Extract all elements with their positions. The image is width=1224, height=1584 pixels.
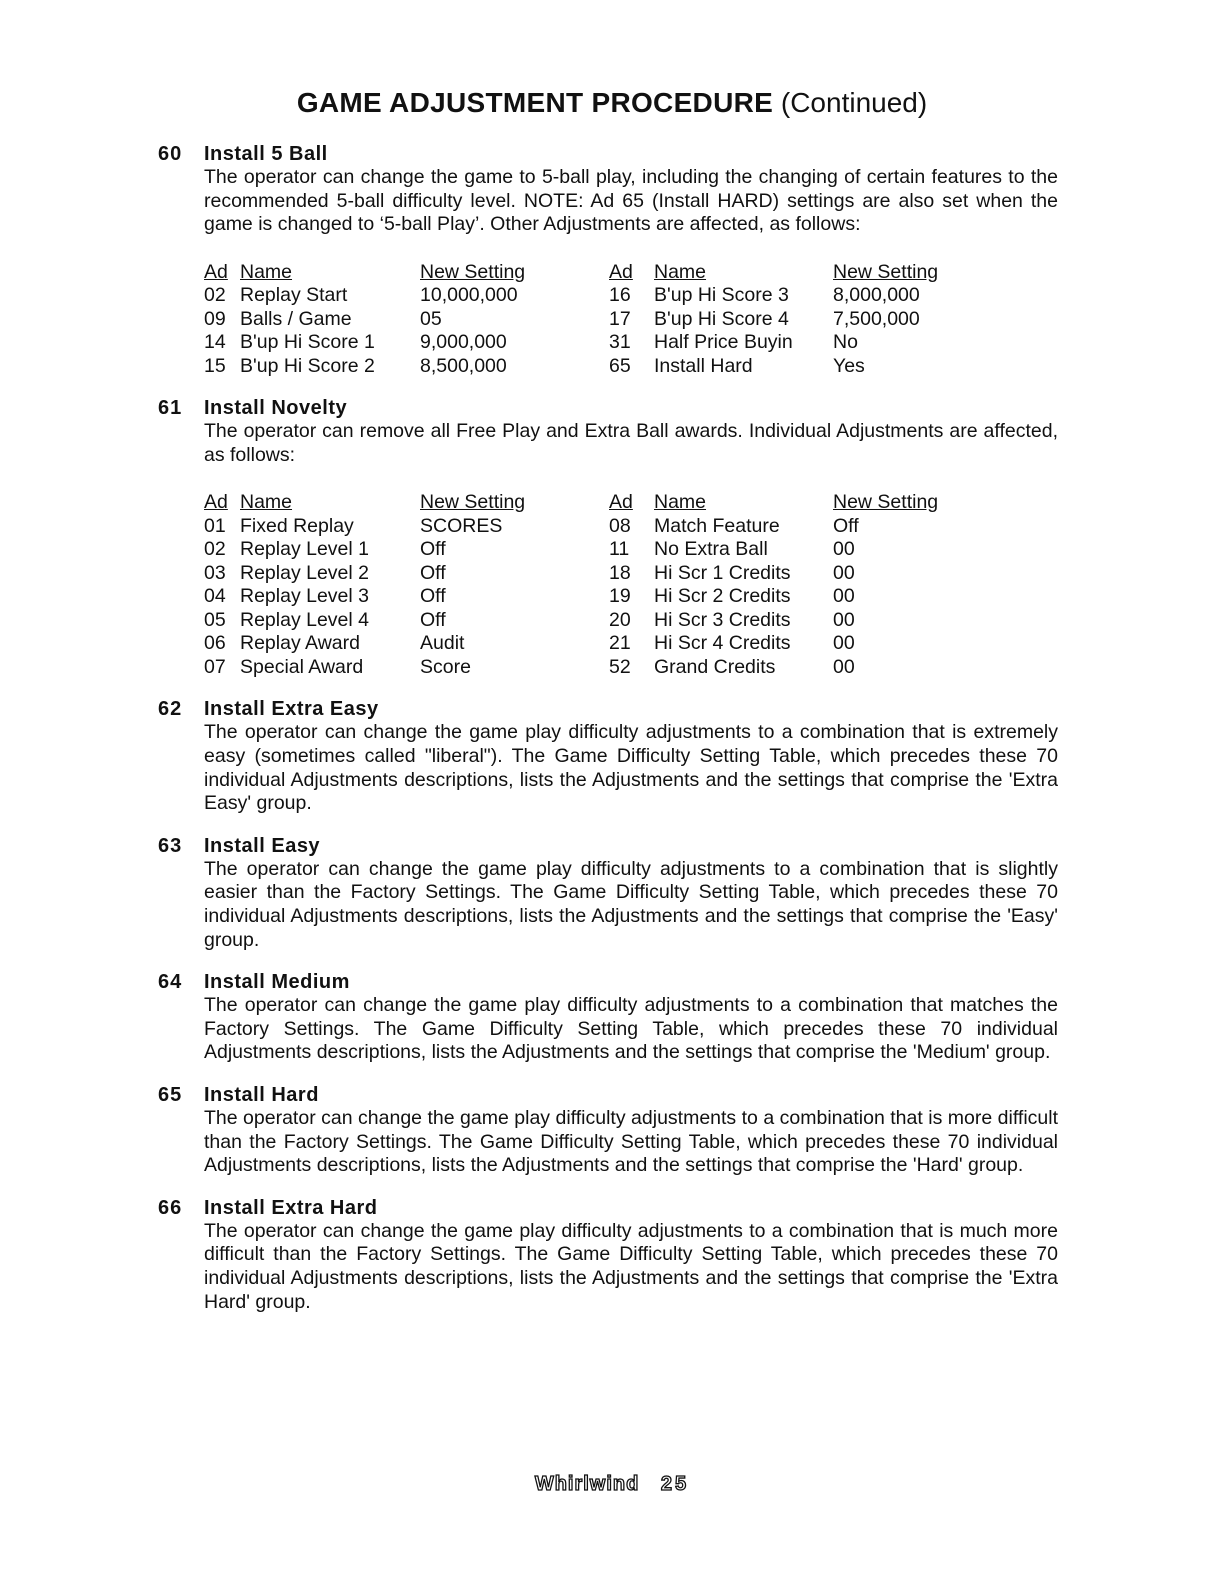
section-description: The operator can remove all Free Play and Extra Ball awards. Individual Adjustments are affected, as follows: [204,420,1058,466]
new-setting: No [833,331,858,354]
adjustment-name: Replay Start [240,284,348,307]
column-header-setting: New Setting [420,491,526,514]
column-header-name: Name [654,491,707,514]
page-title [0,84,1224,122]
section-66-install-extra-hard [158,1196,1058,1314]
ad-number: 02 [204,284,226,307]
table-row [204,632,938,656]
adjustment-name: B'up Hi Score 2 [240,354,375,377]
ad-number: 03 [204,561,226,584]
section-body [204,166,1058,378]
adjustment-name: Replay Award [240,632,360,655]
table-row [204,515,938,539]
new-setting: 00 [833,538,855,561]
new-setting: Off [420,538,446,561]
new-setting: SCORES [420,514,503,537]
adjustment-name: Match Feature [654,514,780,537]
section-title: Install Extra Easy [204,698,379,721]
ad-number: 21 [609,632,631,655]
section-number: 60 [158,143,183,165]
section-number: 64 [158,971,183,994]
table-row [204,284,938,308]
column-header-setting: New Setting [420,260,526,283]
adjustment-name: Balls / Game [240,307,352,330]
ad-number: 17 [609,307,631,330]
table-row [204,308,938,332]
ad-number: 04 [204,585,226,608]
section-body [204,994,1058,1065]
section-body [204,721,1058,815]
new-setting: Off [420,585,446,608]
table-header-row [204,491,938,515]
column-header-name: Name [654,260,707,283]
adjustment-name: Hi Scr 3 Credits [654,608,791,631]
footer-page-number: 25 [660,1473,690,1495]
adjustment-name: B'up Hi Score 3 [654,284,789,307]
section-heading [158,1083,1058,1107]
adjustment-name: Replay Level 3 [240,585,369,608]
new-setting: 7,500,000 [833,307,920,330]
column-header-ad: Ad [609,491,633,514]
new-setting: 10,000,000 [420,284,518,307]
adjustment-name: Special Award [240,655,364,678]
section-number: 66 [158,1196,183,1219]
section-heading [158,834,1058,858]
section-heading [158,970,1058,994]
ad-number: 65 [609,354,631,377]
ad-number: 19 [609,585,631,608]
table-header-row [204,261,938,285]
section-61-install-novelty [158,396,1058,679]
section-64-install-medium [158,970,1058,1065]
section-number: 63 [158,834,183,857]
new-setting: 00 [833,585,855,608]
column-header-ad: Ad [609,260,633,283]
column-header-name: Name [240,491,293,514]
adjustment-name: No Extra Ball [654,538,768,561]
section-title: Install Easy [204,834,321,857]
section-body [204,1220,1058,1314]
table-row [204,562,938,586]
table-row [204,609,938,633]
column-header-setting: New Setting [833,491,939,514]
new-setting: 00 [833,561,855,584]
adjustment-name: Install Hard [654,354,753,377]
table-row [204,355,938,379]
section-description: The operator can change the game play difficulty adjustments to a combination that is extremely easy (sometimes called "liberal"). The Game Difficulty Setting Table, which precedes these 70 individual Adjustments descriptions, lists the Adjustments and the settings that comprise the 'Extra Easy' group. [204,721,1058,815]
new-setting: Score [420,655,471,678]
section-heading [158,697,1058,721]
section-description: The operator can change the game to 5-ball play, including the changing of certain features to the recommended 5-ball difficulty level. NOTE: Ad 65 (Install HARD) settings are also set when the game is changed to ‘5-ball Play’. Other Adjustments are affected, as follows: [204,166,1058,236]
adjustment-table-5-ball [204,261,938,379]
section-title: Install Novelty [204,397,348,420]
section-body [204,858,1058,952]
section-title: Install 5 Ball [204,143,328,165]
new-setting: Yes [833,354,865,377]
ad-number: 08 [609,514,631,537]
adjustment-name: Hi Scr 2 Credits [654,585,791,608]
section-number: 61 [158,397,183,420]
table-row [204,656,938,680]
section-description: The operator can change the game play difficulty adjustments to a combination that matches the Factory Settings. The Game Difficulty Setting Table, which precedes these 70 individual Adjustments descriptions, lists the Adjustments and the settings that comprise the 'Medium' group. [204,994,1058,1064]
column-header-ad: Ad [204,491,228,514]
ad-number: 31 [609,331,631,354]
section-description: The operator can change the game play difficulty adjustments to a combination that is slightly easier than the Factory Settings. The Game Difficulty Setting Table, which precedes these 70 individual Adjustments descriptions, lists the Adjustments and the settings that comprise the 'Easy' group. [204,857,1058,951]
adjustment-name: Hi Scr 4 Credits [654,632,791,655]
new-setting: 8,500,000 [420,354,507,377]
section-description: The operator can change the game play difficulty adjustments to a combination that is much more difficult than the Factory Settings. The Game Difficulty Setting Table, which precedes these 70 individual Adjustments descriptions, lists the Adjustments and the settings that comprise the 'Extra Hard' group. [204,1219,1058,1313]
new-setting: 00 [833,632,855,655]
table-row [204,585,938,609]
adjustment-name: B'up Hi Score 1 [240,331,375,354]
section-number: 65 [158,1084,183,1106]
ad-number: 18 [609,561,631,584]
ad-number: 01 [204,514,226,537]
adjustment-name: Half Price Buyin [654,331,793,354]
adjustment-table-novelty [204,491,938,679]
table-row [204,331,938,355]
new-setting: Off [420,608,446,631]
adjustment-name: Replay Level 1 [240,538,369,561]
ad-number: 11 [609,538,630,561]
adjustment-name: Grand Credits [654,655,776,678]
section-body [204,420,1058,679]
new-setting: 00 [833,655,855,678]
new-setting: Off [833,514,859,537]
section-heading [158,396,1058,420]
section-title: Install Medium [204,971,350,994]
section-60-install-5-ball [158,142,1058,378]
table-row [204,538,938,562]
section-heading [158,1196,1058,1220]
ad-number: 02 [204,538,226,561]
ad-number: 09 [204,307,226,330]
section-heading [158,142,1058,166]
section-title: Install Extra Hard [204,1196,378,1219]
section-63-install-easy [158,834,1058,952]
column-header-name: Name [240,260,293,283]
new-setting: 8,000,000 [833,284,920,307]
page-title-main: GAME ADJUSTMENT PROCEDURE [296,87,774,118]
ad-number: 20 [609,608,631,631]
new-setting: Off [420,561,446,584]
section-65-install-hard [158,1083,1058,1178]
section-number: 62 [158,698,183,721]
adjustment-list [158,142,1058,1332]
ad-number: 07 [204,655,226,678]
ad-number: 06 [204,632,226,655]
adjustment-name: Replay Level 4 [240,608,369,631]
section-62-install-extra-easy [158,697,1058,815]
ad-number: 14 [204,331,226,354]
adjustment-name: Replay Level 2 [240,561,369,584]
ad-number: 15 [204,354,226,377]
adjustment-name: B'up Hi Score 4 [654,307,789,330]
column-header-ad: Ad [204,260,228,283]
new-setting: 00 [833,608,855,631]
new-setting: Audit [420,632,465,655]
adjustment-name: Fixed Replay [240,514,354,537]
page-title-continued: (Continued) [780,87,928,118]
page-footer [0,1470,1224,1498]
section-title: Install Hard [204,1084,319,1106]
new-setting: 9,000,000 [420,331,507,354]
ad-number: 16 [609,284,631,307]
footer-game-name: Whirlwind [534,1473,640,1495]
ad-number: 05 [204,608,226,631]
adjustment-name: Hi Scr 1 Credits [654,561,791,584]
column-header-setting: New Setting [833,260,939,283]
new-setting: 05 [420,307,442,330]
section-description: The operator can change the game play difficulty adjustments to a combination that is more difficult than the Factory Settings. The Game Difficulty Setting Table, which precedes these 70 individual Adjustments descriptions, lists the Adjustments and the settings that comprise the 'Hard' group. [204,1107,1058,1177]
section-body [204,1107,1058,1178]
ad-number: 52 [609,655,631,678]
